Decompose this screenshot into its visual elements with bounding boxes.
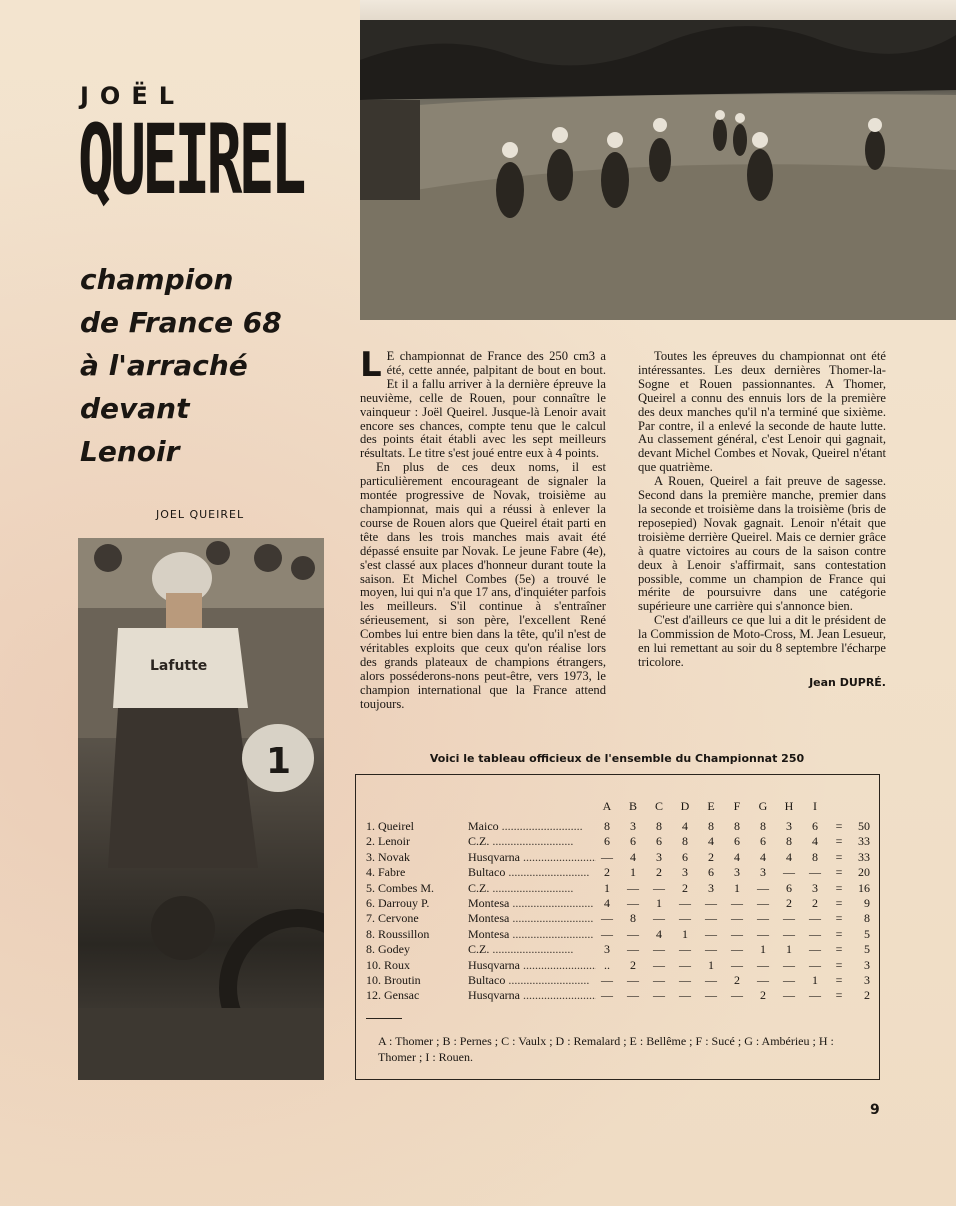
points-cell: —	[679, 988, 691, 1003]
table-row	[356, 896, 879, 912]
photo-caption: JOEL QUEIREL	[156, 508, 245, 521]
points-cell: 1	[656, 896, 662, 910]
rider-name: 2. Lenoir	[366, 834, 410, 849]
points-cell: 8	[708, 819, 714, 833]
points-cell: 8	[812, 849, 818, 864]
rider-name: 4. Fabre	[366, 865, 406, 880]
equals-sign: =	[835, 849, 843, 864]
points-cell: —	[679, 957, 691, 972]
points-cell: 4	[786, 849, 792, 864]
motorcycle-make: Husqvarna .....	[468, 988, 596, 1003]
points-cell: —	[783, 957, 795, 972]
table-header-row	[356, 799, 879, 815]
subhead-line: champion	[80, 263, 234, 296]
legend-divider	[366, 1018, 402, 1019]
article-paragraph: Toutes les épreuves du championnat ont été intéressantes. Les deux dernières Thomer-la-Sogne et Rouen passionnantes. A Thomer, Queirel a connu des ennuis lors de la première des deux manches qu'il n'a terminé que sixième. Par contre, il a enlevé la seconde de haute lutte. Au classement général, c'est Lenoir qui gagnait, devant Michel Combes et Novak, Queirel n'étant que quatrième.	[638, 349, 886, 475]
points-cell: —	[809, 957, 821, 972]
points-cell: —	[809, 988, 821, 1003]
points-cell: —	[705, 911, 717, 926]
points-cell: 1	[760, 942, 766, 957]
equals-sign: =	[835, 834, 843, 849]
subhead-line: de France 68	[80, 306, 282, 339]
motorcycle-make: Husqvarna .....	[468, 958, 596, 973]
points-cell: 6	[656, 834, 662, 849]
points-cell: —	[757, 880, 769, 895]
rider-name: 8. Godey	[366, 942, 410, 957]
paragraph-text: E championnat de France des 250 cm3 a été, cette année, palpitant de bout en bout. Et il a fallu arriver à la dernière épreuve la neuvième, celle de Rouen, pour connaître le vainqueur : Joël Queirel. Jusque-là Lenoir avait encore ses chances, compte tenu que le calcul des points était établi avec les sept meilleurs résultats. Le titre s'est joué entre eux à 4 points.	[360, 349, 606, 461]
points-cell: 3	[708, 880, 714, 895]
points-cell: —	[731, 926, 743, 941]
points-cell: 6	[604, 834, 610, 849]
column-header: C	[654, 799, 663, 813]
points-cell: —	[601, 926, 613, 941]
column-header: D	[680, 799, 690, 813]
points-cell: 8	[760, 819, 766, 833]
table-row	[356, 881, 879, 897]
headline-kicker: JOËL	[80, 82, 186, 110]
points-cell: 3	[604, 942, 610, 957]
subhead-line: devant	[80, 392, 190, 425]
points-cell: —	[783, 926, 795, 941]
points-cell: 2	[734, 973, 740, 987]
points-cell: —	[731, 988, 743, 1003]
rider-name: 8. Roussillon	[366, 926, 430, 941]
motorcycle-make: C.Z. .....	[468, 942, 596, 957]
total-points: 3	[864, 957, 870, 972]
motorcycle-make: Montesa .....	[468, 896, 596, 911]
points-cell: 3	[734, 865, 740, 880]
article-paragraph: En plus de ces deux noms, il est particulièrement encourageant de signaler la montée progressive de Novak, troisième au championnat, mais qui a réussi à enlever la course de Rouen alors que Queirel était parti en tête dans les trois manches mais avait été dépassé ensuite par Novak. Le jeune Fabre (4e), s'est classé aux places d'honneur durant toute la saison. Et Michel Combes (5e) a trouvé le moyen, lui qui n'a que 17 ans, d'inquiéter parfois les meilleurs. S'il continue à s'entraîner sérieusement, si son père, l'excellent René Combes lui entre bien dans la tête, qu'il n'est de véritables exploits que ceux qu'on réalise lors des grands plateaux de champions étrangers, alors posséderons-nons peut-être, vers 1973, le champion international que la France attend toujours.	[360, 460, 606, 711]
points-cell: —	[653, 911, 665, 926]
points-cell: 3	[656, 849, 662, 864]
table-row	[356, 958, 879, 974]
equals-sign: =	[835, 988, 843, 1003]
table-title: Voici le tableau officieux de l'ensemble du Championnat 250	[429, 752, 805, 765]
points-cell: 1	[604, 880, 610, 895]
points-cell: 4	[604, 896, 610, 910]
drop-cap: L	[360, 345, 382, 385]
points-cell: 6	[630, 834, 636, 849]
points-cell: —	[731, 896, 743, 910]
table-row	[356, 988, 879, 1004]
rider-name: 7. Cervone	[366, 911, 419, 926]
points-cell: —	[679, 896, 691, 910]
table-row	[356, 911, 879, 927]
total-points: 33	[858, 849, 870, 864]
rider-photo	[78, 538, 324, 1080]
points-cell: 8	[604, 819, 610, 833]
total-points: 2	[864, 988, 870, 1003]
points-cell: —	[731, 911, 743, 926]
rider-name: 10. Roux	[366, 957, 411, 972]
points-cell: —	[757, 973, 769, 987]
points-cell: 3	[630, 819, 636, 833]
motorcycle-make: Husqvarna .....	[468, 850, 596, 865]
points-cell: —	[809, 942, 821, 957]
motorcycle-make: C.Z. .....	[468, 881, 596, 896]
points-cell: —	[731, 957, 743, 972]
equals-sign: =	[835, 819, 843, 833]
points-cell: 4	[760, 849, 766, 864]
table-row	[356, 819, 879, 835]
table-row	[356, 942, 879, 958]
points-cell: —	[783, 865, 795, 880]
points-cell: ..	[604, 957, 610, 972]
article-column-2	[638, 350, 886, 690]
motorcycle-make: C.Z. .....	[468, 834, 596, 849]
points-cell: 6	[786, 880, 792, 895]
table-row	[356, 973, 879, 989]
equals-sign: =	[835, 865, 843, 880]
points-cell: 1	[812, 973, 818, 987]
points-cell: —	[731, 942, 743, 957]
points-cell: 8	[786, 834, 792, 849]
points-cell: —	[679, 911, 691, 926]
points-cell: 1	[786, 942, 792, 957]
equals-sign: =	[835, 896, 843, 910]
author-signature: Jean DUPRÉ.	[809, 675, 886, 689]
table-row	[356, 850, 879, 866]
rider-name: 6. Darrouy P.	[366, 896, 430, 910]
points-cell: 2	[760, 988, 766, 1003]
points-cell: —	[627, 880, 639, 895]
points-cell: 2	[812, 896, 818, 910]
number-plate: 1	[266, 741, 292, 782]
column-header: A	[602, 799, 612, 813]
points-cell: 2	[786, 896, 792, 910]
equals-sign: =	[835, 880, 843, 895]
points-cell: —	[705, 926, 717, 941]
points-cell: —	[627, 926, 639, 941]
points-cell: —	[809, 926, 821, 941]
total-points: 5	[864, 942, 870, 957]
points-cell: 4	[630, 849, 636, 864]
points-cell: 6	[760, 834, 766, 849]
points-cell: —	[601, 849, 613, 864]
points-cell: —	[679, 973, 691, 987]
equals-sign: =	[835, 973, 843, 987]
points-cell: —	[627, 988, 639, 1003]
points-cell: —	[679, 942, 691, 957]
points-cell: —	[653, 957, 665, 972]
points-cell: —	[809, 865, 821, 880]
points-cell: 6	[734, 834, 740, 849]
points-cell: 2	[604, 865, 610, 880]
points-cell: 8	[682, 834, 688, 849]
motorcycle-make: Montesa .....	[468, 927, 596, 942]
points-cell: —	[705, 942, 717, 957]
vest-logo: Lafutte	[150, 658, 208, 674]
table-row	[356, 834, 879, 850]
points-cell: —	[653, 973, 665, 987]
total-points: 3	[864, 973, 870, 987]
rider-name: 12. Gensac	[366, 988, 420, 1003]
points-cell: —	[757, 911, 769, 926]
points-cell: 2	[630, 957, 636, 972]
points-cell: —	[653, 880, 665, 895]
points-cell: 4	[812, 834, 818, 849]
column-header: E	[707, 799, 715, 813]
total-points: 8	[864, 911, 870, 926]
points-cell: 6	[812, 819, 818, 833]
points-cell: —	[601, 973, 613, 987]
total-points: 5	[864, 926, 870, 941]
equals-sign: =	[835, 926, 843, 941]
total-points: 9	[864, 896, 870, 910]
points-cell: 4	[656, 926, 662, 941]
points-cell: 8	[630, 911, 636, 926]
points-cell: 8	[656, 819, 662, 833]
table-row	[356, 927, 879, 943]
points-cell: —	[809, 911, 821, 926]
points-cell: 8	[734, 819, 740, 833]
equals-sign: =	[835, 942, 843, 957]
article-column-1	[360, 345, 606, 712]
points-cell: —	[601, 911, 613, 926]
points-cell: 1	[630, 865, 636, 880]
points-cell: 4	[708, 834, 714, 849]
points-cell: 3	[812, 880, 818, 895]
table-row	[356, 865, 879, 881]
article-paragraph: C'est d'ailleurs ce que lui a dit le président de la Commission de Moto-Cross, M. Jean Lesueur, en lui remettant au soir du 8 septembre l'écharpe tricolore.	[638, 613, 886, 669]
points-cell: —	[627, 942, 639, 957]
points-cell: —	[653, 942, 665, 957]
motorcycle-make: Bultaco .....	[468, 865, 596, 880]
points-cell: —	[601, 988, 613, 1003]
headline-name: QUEIREL	[78, 104, 303, 216]
points-cell: —	[783, 973, 795, 987]
equals-sign: =	[835, 911, 843, 926]
points-cell: 3	[786, 819, 792, 833]
column-header: F	[733, 799, 741, 813]
article-paragraph: A Rouen, Queirel a fait preuve de sagesse. Second dans la première manche, premier dans la seconde et troisième dans la troisième (bris de reposepied) Novak gagnait. Lenoir n'était que troisième derrière Queirel. Mais ce dernier grâce à quatre victoires au cours de la saison contre deux à Lenoir s'affirmait, sans contestation possible, comme un champion de France qui mérite de poursuivre dans une catégorie supérieure une carrière qui s'annonce bien.	[638, 474, 886, 614]
column-header: I	[813, 799, 817, 813]
points-cell: 3	[760, 865, 766, 880]
championship-table	[355, 774, 880, 1080]
points-cell: —	[705, 988, 717, 1003]
points-cell: —	[627, 973, 639, 987]
rider-name: 3. Novak	[366, 849, 410, 864]
race-photo	[360, 0, 956, 320]
motorcycle-make: Montesa .....	[468, 911, 596, 926]
points-cell: 4	[682, 819, 688, 833]
points-cell: 6	[682, 849, 688, 864]
points-cell: —	[705, 973, 717, 987]
points-cell: 2	[708, 849, 714, 864]
equals-sign: =	[835, 957, 843, 972]
rider-name: 1. Queirel	[366, 819, 414, 833]
points-cell: 1	[734, 880, 740, 895]
column-header: H	[784, 799, 794, 813]
total-points: 20	[858, 865, 870, 880]
points-cell: 4	[734, 849, 740, 864]
table-legend: A : Thomer ; B : Pernes ; C : Vaulx ; D : Remalard ; E : Bellême ; F : Sucé ; G : Ambérieu ; H : Thomer ; I : Rouen.	[378, 1034, 834, 1064]
rider-name: 5. Combes M.	[366, 880, 435, 895]
motorcycle-make: Maico .....	[468, 819, 596, 834]
points-cell: —	[783, 988, 795, 1003]
points-cell: —	[705, 896, 717, 910]
points-cell: —	[783, 911, 795, 926]
points-cell: 2	[656, 865, 662, 880]
points-cell: 1	[682, 926, 688, 941]
motorcycle-make: Bultaco .....	[468, 973, 596, 988]
points-cell: —	[653, 988, 665, 1003]
total-points: 50	[858, 819, 870, 833]
race-photo-art	[360, 0, 956, 320]
points-cell: 1	[708, 957, 714, 972]
subhead-line: à l'arraché	[80, 349, 248, 382]
points-cell: 3	[682, 865, 688, 880]
page-number: 9	[870, 1102, 880, 1118]
points-cell: 2	[682, 880, 688, 895]
total-points: 16	[858, 880, 870, 895]
points-cell: —	[627, 896, 639, 910]
points-cell: —	[757, 926, 769, 941]
points-cell: —	[757, 896, 769, 910]
rider-photo-art	[78, 538, 324, 1080]
points-cell: —	[757, 957, 769, 972]
rider-name: 10. Broutin	[366, 973, 421, 987]
subheadline	[80, 258, 350, 473]
column-header: G	[758, 799, 768, 813]
article-paragraph	[360, 345, 606, 461]
total-points: 33	[858, 834, 870, 849]
subhead-line: Lenoir	[80, 435, 180, 468]
column-header: B	[628, 799, 637, 813]
points-cell: 6	[708, 865, 714, 880]
